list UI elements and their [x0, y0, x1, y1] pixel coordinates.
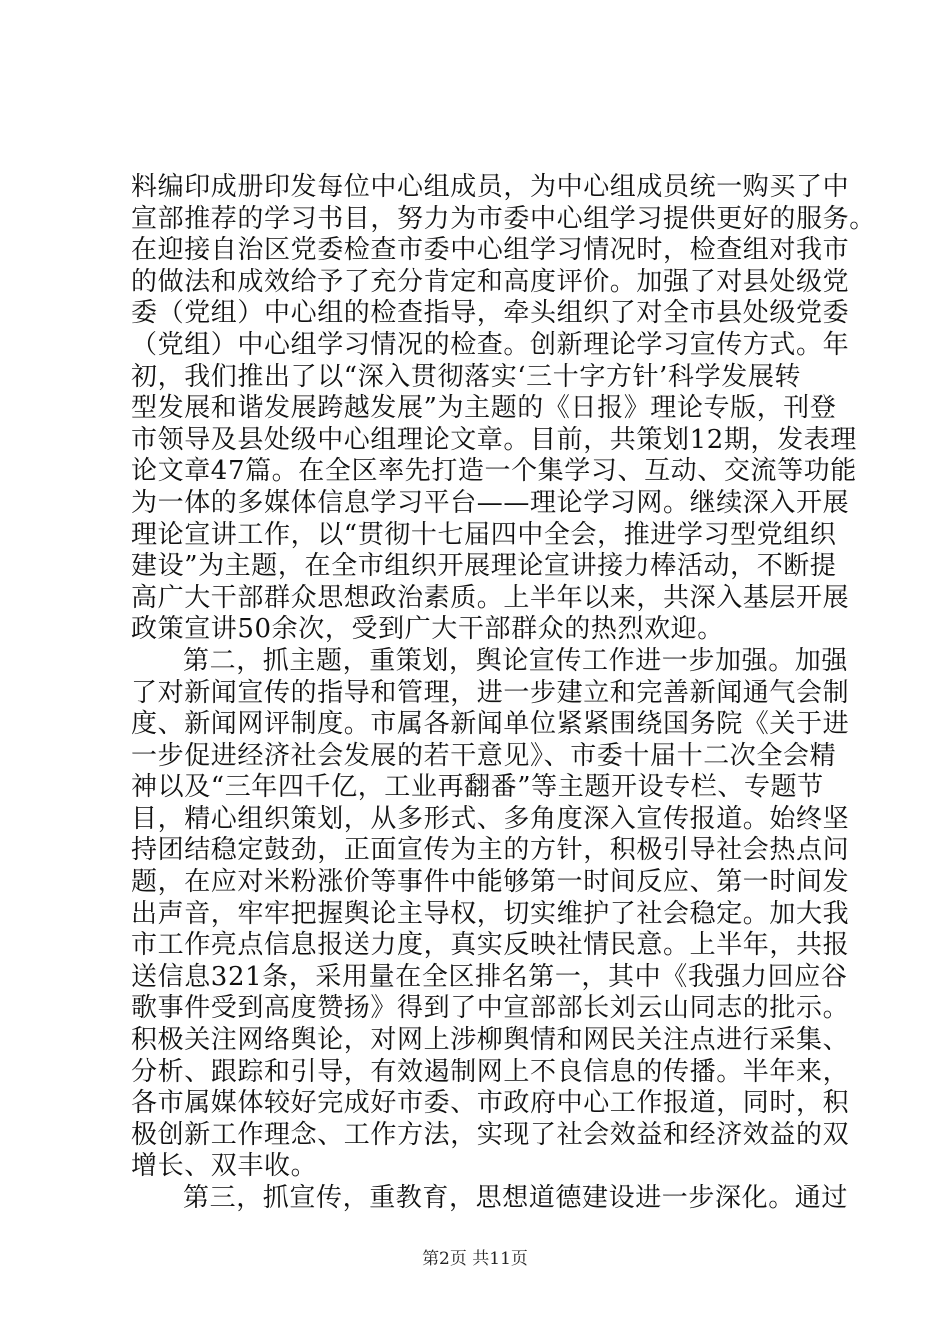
- text-line: 建设”为主题，在全市组织开展理论宣讲接力棒活动，不断提: [131, 551, 837, 582]
- text-line: 度、新闻网评制度。市属各新闻单位紧紧围绕国务院《关于进: [131, 709, 850, 740]
- text-line: 出声音，牢牢把握舆论主导权，切实维护了社会稳定。加大我: [131, 898, 850, 929]
- text-line: 积极关注网络舆论，对网上涉柳舆情和网民关注点进行采集、: [131, 1025, 850, 1056]
- text-line: 题，在应对米粉涨价等事件中能够第一时间反应、第一时间发: [131, 867, 850, 898]
- document-body: [131, 172, 876, 1215]
- text-line: 料编印成册印发每位中心组成员，为中心组成员统一购买了中: [131, 172, 850, 202]
- text-line: 市工作亮点信息报送力度，真实反映社情民意。上半年，共报: [131, 930, 850, 961]
- text-line: 高广大干部群众思想政治素质。上半年以来，共深入基层开展: [131, 582, 850, 613]
- text-line: 理论宣讲工作，以“贯彻十七届四中全会，推进学习型党组织: [131, 519, 837, 550]
- text-line: 各市属媒体较好完成好市委、市政府中心工作报道，同时，积: [131, 1088, 850, 1119]
- text-line: 送信息321条，采用量在全区排名第一，其中《我强力回应谷: [131, 961, 848, 992]
- text-line: 论文章47篇。在全区率先打造一个集学习、互动、交流等功能: [131, 456, 857, 487]
- text-line: 为一体的多媒体信息学习平台——理论学习网。继续深入开展: [131, 487, 850, 518]
- text-line: 神以及“三年四千亿，工业再翻番”等主题开设专栏、专题节: [131, 772, 824, 803]
- text-line: 增长、双丰收。: [131, 1151, 318, 1182]
- text-line: 市领导及县处级中心组理论文章。目前，共策划12期，发表理: [131, 424, 857, 455]
- paragraph-start-line: 第三，抓宣传，重教育，思想道德建设进一步深化。通过: [183, 1183, 849, 1213]
- text-line: 一步促进经济社会发展的若干意见》、市委十届十二次全会精: [131, 740, 837, 771]
- page-number: 第2页 共11页: [422, 1249, 528, 1269]
- text-line: （党组）中心组学习情况的检查。创新理论学习宣传方式。年: [131, 329, 850, 360]
- text-line: 型发展和谐发展跨越发展”为主题的《日报》理论专版，刊登: [131, 393, 837, 424]
- paragraph-start-line: 第二，抓主题，重策划，舆论宣传工作进一步加强。加强: [183, 645, 849, 676]
- text-line: 目，精心组织策划，从多形式、多角度深入宣传报道。始终坚: [131, 803, 850, 834]
- text-line: 委（党组）中心组的检查指导，牵头组织了对全市县处级党委: [131, 298, 850, 329]
- text-line: 极创新工作理念、工作方法，实现了社会效益和经济效益的双: [131, 1119, 850, 1150]
- text-line: 的做法和成效给予了充分肯定和高度评价。加强了对县处级党: [131, 266, 850, 297]
- text-line: 初，我们推出了以“深入贯彻落实‘三十字方针’科学发展转: [131, 361, 802, 392]
- text-line: 持团结稳定鼓劲，正面宣传为主的方针，积极引导社会热点问: [131, 835, 850, 866]
- text-line: 分析、跟踪和引导，有效遏制网上不良信息的传播。半年来，: [131, 1056, 850, 1087]
- text-line: 在迎接自治区党委检查市委中心组学习情况时，检查组对我市: [131, 235, 850, 266]
- text-line: 政策宣讲50余次，受到广大干部群众的热烈欢迎。: [131, 614, 724, 645]
- text-line: 歌事件受到高度赞扬》得到了中宣部部长刘云山同志的批示。: [131, 993, 850, 1024]
- text-line: 了对新闻宣传的指导和管理，进一步建立和完善新闻通气会制: [131, 677, 850, 708]
- text-line: 宣部推荐的学习书目，努力为市委中心组学习提供更好的服务。: [131, 203, 876, 234]
